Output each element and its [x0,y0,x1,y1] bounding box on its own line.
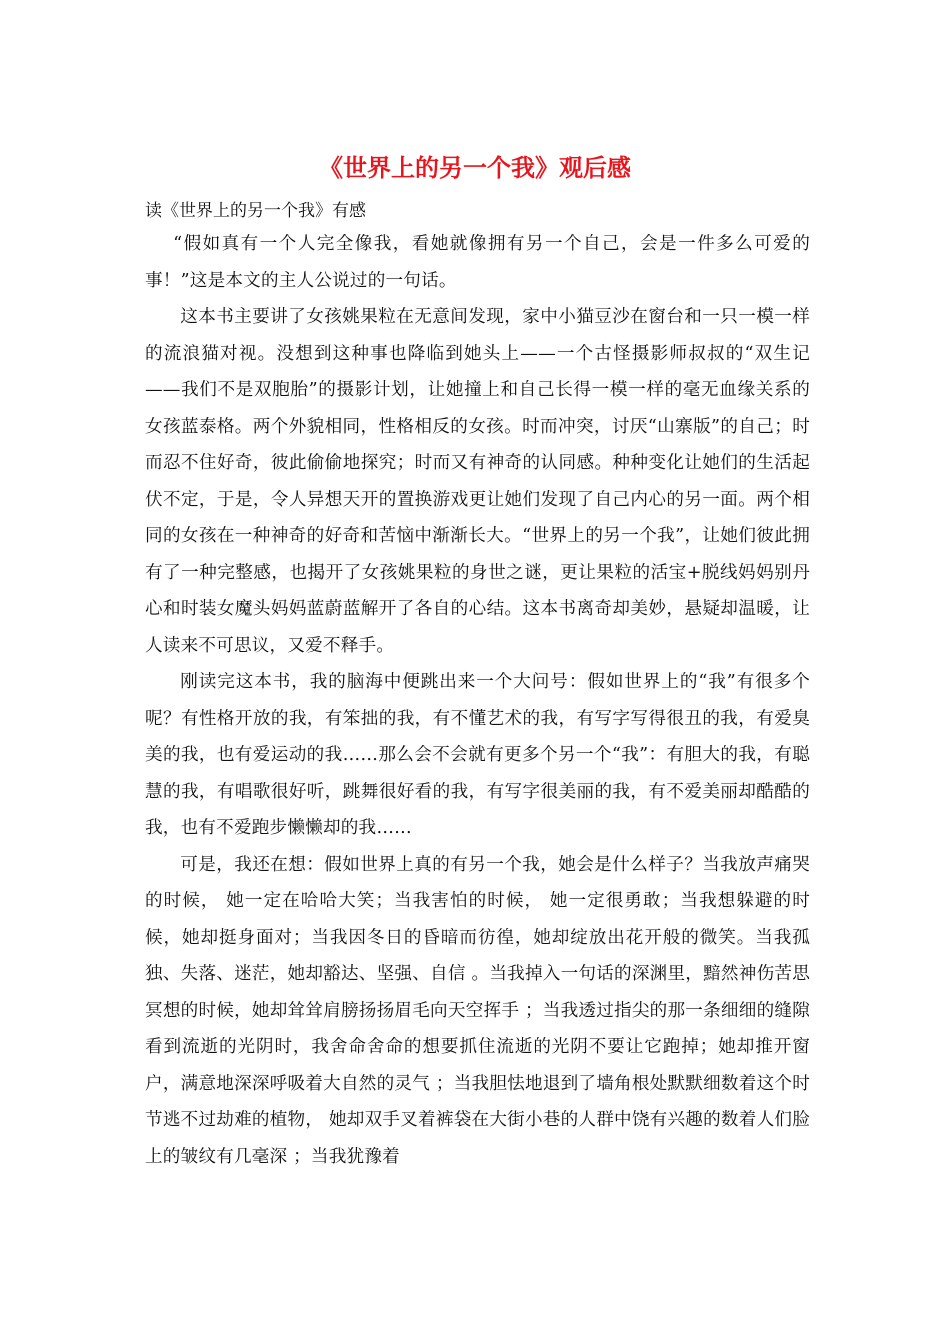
document-subtitle: 读《世界上的另一个我》有感 [145,201,366,221]
document-body [145,226,810,1175]
body-paragraph: “假如真有一个人完全像我，看她就像拥有另一个自己，会是一件多么可爱的事！”这是本文的主人公说过的一句话。 [145,234,810,291]
body-paragraph: 这本书主要讲了女孩姚果粒在无意间发现，家中小猫豆沙在窗台和一只一模一样的流浪猫对视。没想到这种事也降临到她头上——一个古怪摄影师叔叔的“双生记——我们不是双胞胎”的摄影计划，让她撞上和自己长得一模一样的毫无血缘关系的女孩蓝泰格。两个外貌相同，性格相反的女孩。时而冲突，讨厌“山寨版”的自己；时而忍不住好奇，彼此偷偷地探究；时而又有神奇的认同感。种种变化让她们的生活起伏不定，于是，令人异想天开的置换游戏更让她们发现了自己内心的另一面。两个相同的女孩在一种神奇的好奇和苦恼中渐渐长大。“世界上的另一个我”，让她们彼此拥有了一种完整感，也揭开了女孩姚果粒的身世之谜，更让果粒的活宝+脱线妈妈别丹心和时装女魔头妈妈蓝蔚蓝解开了各自的心结。这本书离奇却美妙，悬疑却温暖，让人读来不可思议，又爱不释手。 [145,307,810,656]
body-paragraph: 刚读完这本书，我的脑海中便跳出来一个大问号：假如世界上的“我”有很多个呢？有性格开放的我，有笨拙的我，有不懂艺术的我，有写字写得很丑的我，有爱臭美的我，也有爱运动的我……那么会不会就有更多个另一个“我”：有胆大的我，有聪慧的我，有唱歌很好听，跳舞很好看的我，有写字很美丽的我，有不爱美丽却酷酷的我，也有不爱跑步懒懒却的我…… [145,672,810,838]
document-title: 《世界上的另一个我》观后感 [319,153,631,182]
body-paragraph: 可是，我还在想：假如世界上真的有另一个我，她会是什么样子？当我放声痛哭的时候， 她一定在哈哈大笑；当我害怕的时候， 她一定很勇敢；当我想躲避的时候，她却挺身面对；当我因冬日的昏暗而彷徨，她却绽放出花开般的微笑。当我孤独、失落、迷茫，她却豁达、坚强、自信 。当我掉入一句话的深渊里，黯然神伤苦思冥想的时候，她却耸耸肩膀扬扬眉毛向天空挥手 ；当我透过指尖的那一条细细的缝隙看到流逝的光阴时，我舍命舍命的想要抓住流逝的光阴不要让它跑掉；她却推开窗户，满意地深深呼吸着大自然的灵气 ；当我胆怯地退到了墙角根处默默细数着这个时节逃不过劫难的植物， 她却双手叉着裤袋在大街小巷的人群中饶有兴趣的数着人们脸上的皱纹有几毫深 ；当我犹豫着 [145,854,810,1167]
